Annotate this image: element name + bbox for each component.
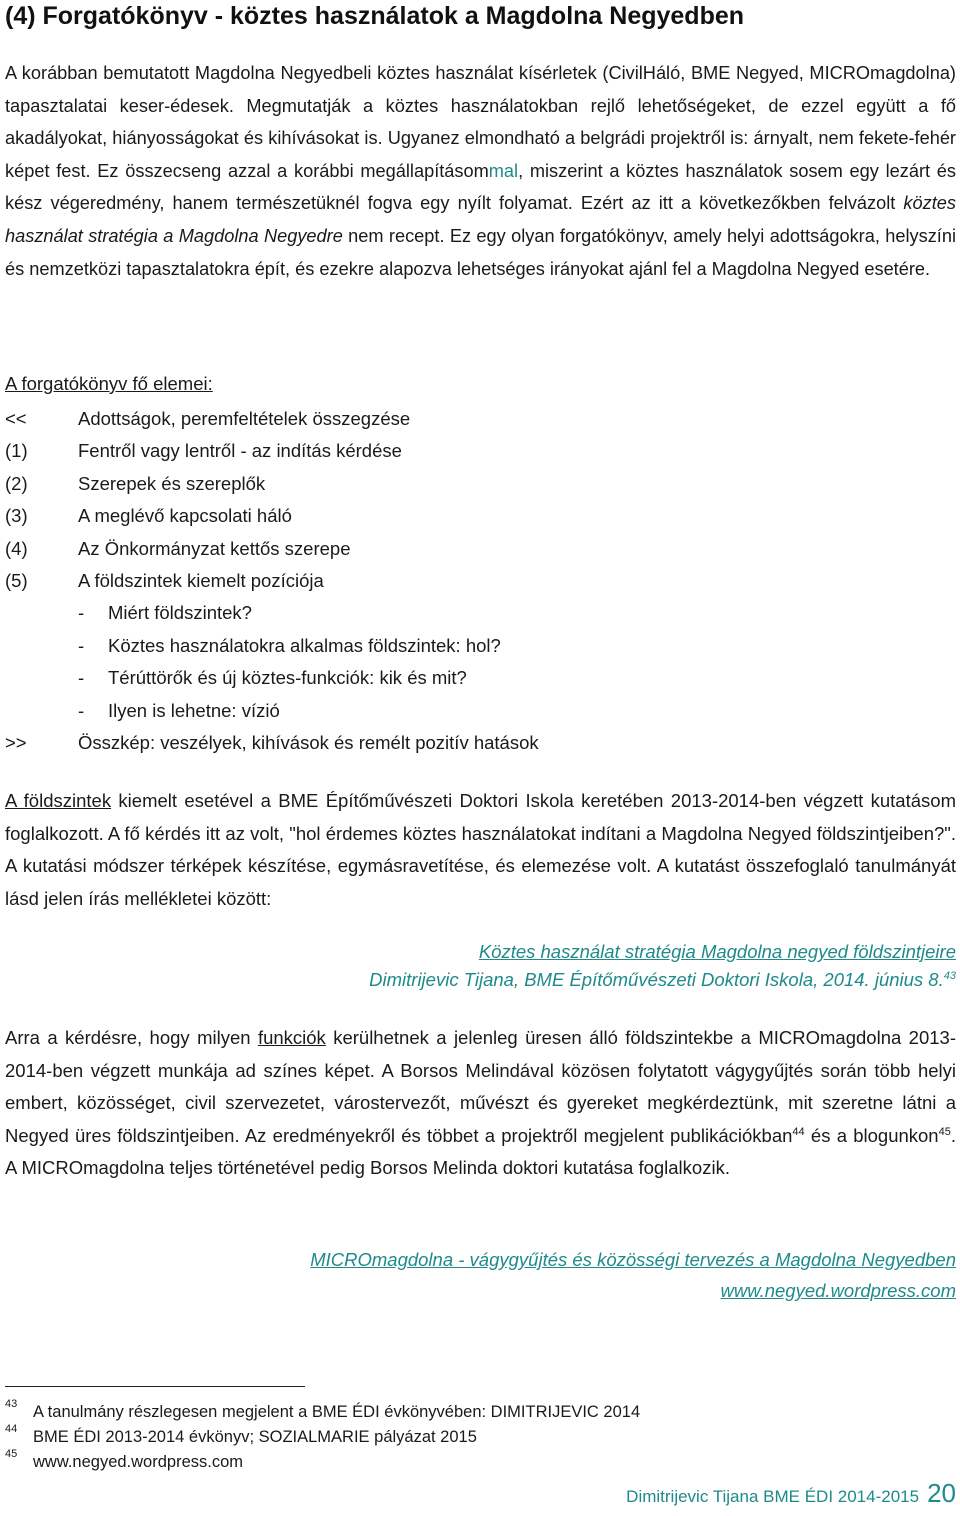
list-text: Az Önkormányzat kettős szerepe — [78, 537, 351, 559]
list-marker: (1) — [5, 440, 28, 462]
list-marker: (5) — [5, 570, 28, 592]
list-marker: (3) — [5, 505, 28, 527]
functions-text-b: kerülhetnek a jelenleg üresen álló földszintekbe a MICROmagdolna 2013-2014-ben végzett munkája ad színes képet. A Borsos Melindával közösen folytatott vágygyűjtés során több helyi embert, közösséget, civil szervezetet, várostervezőt, művészt és gyereket megkérdeztünk, mit szeretne látni a Negyed üres földszintjeiben. Az eredményekről és többet a projektről megjelent publikációkban — [5, 1027, 956, 1146]
sublist-text: Miért földszintek? — [108, 602, 252, 624]
footnote-ref-44[interactable]: 44 — [792, 1125, 805, 1138]
intro-text-2: , miszerint a köztes használatok sosem egy lezárt és kész végeredmény, hanem természetüknél fogva egy nyílt folyamat. Ezért az itt a következőkben felvázolt — [5, 160, 956, 214]
footnote-ref-43[interactable]: 43 — [943, 969, 956, 982]
elements-list — [5, 403, 539, 759]
list-marker: (4) — [5, 537, 28, 559]
footnote-divider — [5, 1386, 305, 1387]
reference-micro-link[interactable]: www.negyed.wordpress.com — [720, 1280, 956, 1301]
list-item — [5, 435, 539, 467]
intro-text-3: . Ez egy olyan forgatókönyv, amely helyi adottságokra, helyszíni és nemzetközi tapasztalatokra épít, és ezekre alapozva lehetséges irányokat ajánl fel a Magdolna Negyed esetére. — [5, 225, 957, 279]
reference-study-title[interactable]: Köztes használat stratégia Magdolna negyed földszintjeire — [478, 941, 956, 962]
footnote-item — [5, 1425, 640, 1450]
intro-nem-recept: nem recept — [342, 225, 440, 246]
sublist-text: Térúttörők és új köztes-funkciók: kik és mit? — [108, 667, 467, 689]
reference-micro-title[interactable]: MICROmagdolna - vágygyűjtés és közösségi tervezés a Magdolna Negyedben — [310, 1249, 956, 1270]
list-item — [5, 727, 539, 759]
sublist-item: - Térúttörők és új köztes-funkciók: kik és mit? — [5, 662, 539, 694]
list-text: Összkép: veszélyek, kihívások és remélt pozitív hatások — [78, 732, 539, 754]
page-number: 20 — [927, 1478, 956, 1508]
list-item — [5, 403, 539, 435]
reference-study-author: Dimitrijevic Tijana, BME Építőművészeti Doktori Iskola, 2014. június 8. — [369, 969, 944, 990]
intro-italic: köztes használat stratégia a Magdolna Negyedre — [5, 193, 956, 246]
list-item — [5, 500, 539, 532]
list-marker: (2) — [5, 472, 28, 494]
page-footer — [626, 1478, 956, 1509]
research-text: kiemelt esetével a BME Építőművészeti Doktori Iskola keretében 2013-2014-ben végzett kutatásom foglalkozott. A fő kérdés itt az volt, "hol érdemes köztes használatokat indítani a Magdolna Negyed földszintjeiben?". A kutatási módszer térképek készítése, egymásravetítése, és elemezése volt. A kutatást összefoglaló tanulmányát lásd jelen írás mellékletei között: — [5, 790, 956, 909]
sublist-item: - Köztes használatokra alkalmas földszintek: hol? — [5, 630, 539, 662]
elements-heading: A forgatókönyv fő elemei: — [5, 373, 213, 394]
functions-text-a: Arra a kérdésre, hogy milyen — [5, 1027, 258, 1048]
footnote-number: 45 — [5, 1448, 18, 1460]
page-title: (4) Forgatókönyv - köztes használatok a Magdolna Negyedben — [5, 2, 745, 30]
list-text: Fentről vagy lentről - az indítás kérdése — [78, 440, 402, 462]
list-marker: >> — [5, 732, 27, 754]
footnote-text: BME ÉDI 2013-2014 évkönyv; SOZIALMARIE pályázat 2015 — [33, 1428, 477, 1446]
list-marker: << — [5, 408, 27, 429]
footnote-item — [5, 1450, 640, 1475]
functions-text-d: . A MICROmagdolna teljes történetével pedig Borsos Melinda doktori kutatása foglalkozik. — [5, 1124, 956, 1179]
footnote-link[interactable]: www.negyed.wordpress.com — [33, 1453, 244, 1471]
functions-text-c: és a blogunkon — [804, 1124, 939, 1146]
list-item — [5, 468, 539, 500]
footer-label: Dimitrijevic Tijana BME ÉDI 2014-2015 — [626, 1487, 920, 1506]
funkciok-word: funkciók — [257, 1027, 326, 1048]
research-paragraph — [5, 785, 956, 915]
footnotes — [5, 1400, 640, 1475]
intro-text-1: A korábban bemutatott Magdolna Negyedbeli köztes használat kísérletek (CivilHáló, BME Negyed, MICROmagdolna) tapasztalatai keser-édesek. Megmutatják a köztes használatokban rejlő lehetőségeket, de ezzel együtt a fő akadályokat, hiányosságokat és kihívásokat is. Ugyanez elmondható a belgrádi projektről is: árnyalt, nem fekete-fehér képet fest. Ez összecseng azzal a korábbi megállapításom — [5, 63, 956, 181]
functions-paragraph — [5, 1022, 956, 1185]
list-text: A meglévő kapcsolati háló — [78, 505, 292, 527]
footnote-item — [5, 1400, 640, 1425]
list-item — [5, 565, 539, 597]
list-item — [5, 533, 539, 565]
intro-paragraph — [5, 57, 956, 285]
sublist-item: - Ilyen is lehetne: vízió — [5, 695, 539, 727]
foldszintek-lead: A földszintek — [5, 790, 112, 811]
sublist-text: Ilyen is lehetne: vízió — [108, 699, 280, 721]
sublist-item: - Miért földszintek? — [5, 597, 539, 629]
list-text: Adottságok, peremfeltételek összegzése — [78, 408, 411, 429]
footnote-ref-45[interactable]: 45 — [938, 1125, 951, 1138]
list-text: A földszintek kiemelt pozíciója — [78, 570, 324, 592]
footnote-number: 44 — [5, 1423, 18, 1435]
footnote-number: 43 — [5, 1398, 18, 1410]
reference-micro — [310, 1244, 956, 1306]
footnote-text: A tanulmány részlegesen megjelent a BME ÉDI évkönyvében: DIMITRIJEVIC 2014 — [33, 1403, 641, 1421]
reference-study — [369, 938, 956, 994]
intro-teal-fragment: mal — [488, 160, 519, 181]
list-text: Szerepek és szereplők — [78, 472, 266, 494]
sublist-text: Köztes használatokra alkalmas földszintek: hol? — [108, 634, 501, 656]
